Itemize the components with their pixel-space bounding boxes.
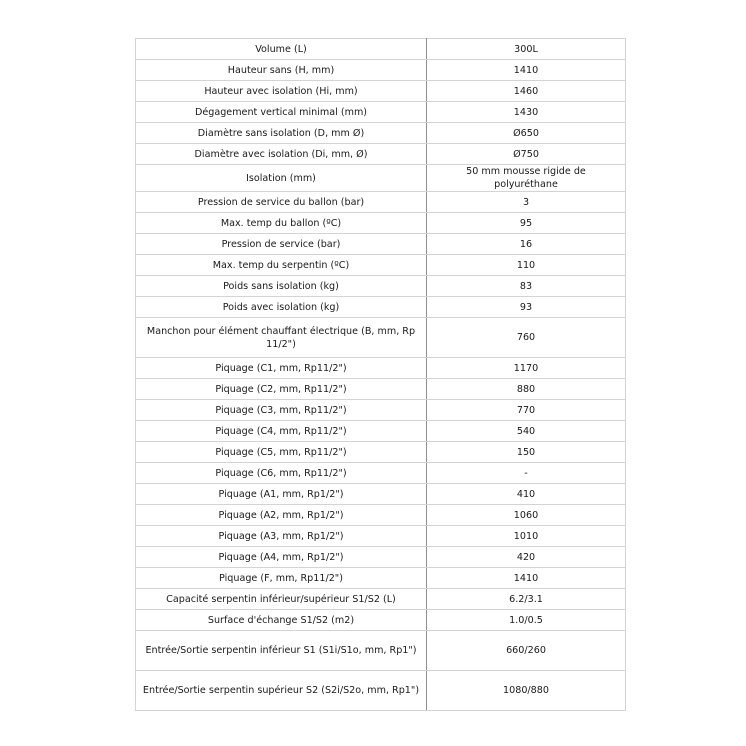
table-row bbox=[136, 484, 626, 505]
spec-value: Ø750 bbox=[427, 144, 626, 165]
table-row bbox=[136, 39, 626, 60]
spec-value: 93 bbox=[427, 297, 626, 318]
spec-value: 1060 bbox=[427, 505, 626, 526]
spec-label: Diamètre avec isolation (Di, mm, Ø) bbox=[136, 144, 427, 165]
spec-value: 300L bbox=[427, 39, 626, 60]
spec-value: 770 bbox=[427, 400, 626, 421]
spec-label: Piquage (C4, mm, Rp11/2") bbox=[136, 421, 427, 442]
spec-label: Capacité serpentin inférieur/supérieur S1/S2 (L) bbox=[136, 589, 427, 610]
table-row bbox=[136, 400, 626, 421]
table-row bbox=[136, 213, 626, 234]
spec-label: Dégagement vertical minimal (mm) bbox=[136, 102, 427, 123]
table-row bbox=[136, 526, 626, 547]
spec-value: 540 bbox=[427, 421, 626, 442]
spec-value: 3 bbox=[427, 192, 626, 213]
spec-table bbox=[135, 38, 626, 711]
spec-table-body bbox=[136, 39, 626, 711]
spec-value: 1410 bbox=[427, 60, 626, 81]
spec-value: 760 bbox=[427, 318, 626, 358]
table-row bbox=[136, 358, 626, 379]
spec-value: 83 bbox=[427, 276, 626, 297]
spec-value: 1460 bbox=[427, 81, 626, 102]
spec-value: 50 mm mousse rigide de polyuréthane bbox=[427, 165, 626, 192]
table-row bbox=[136, 568, 626, 589]
spec-label: Piquage (A1, mm, Rp1/2") bbox=[136, 484, 427, 505]
spec-value: 150 bbox=[427, 442, 626, 463]
table-row bbox=[136, 165, 626, 192]
spec-value: 1430 bbox=[427, 102, 626, 123]
table-row bbox=[136, 463, 626, 484]
table-row bbox=[136, 318, 626, 358]
spec-value: - bbox=[427, 463, 626, 484]
spec-value: 1.0/0.5 bbox=[427, 610, 626, 631]
spec-label: Piquage (C3, mm, Rp11/2") bbox=[136, 400, 427, 421]
spec-label: Manchon pour élément chauffant électrique (B, mm, Rp 11/2") bbox=[136, 318, 427, 358]
table-row bbox=[136, 379, 626, 400]
table-row bbox=[136, 631, 626, 671]
spec-label: Entrée/Sortie serpentin inférieur S1 (S1i/S1o, mm, Rp1") bbox=[136, 631, 427, 671]
spec-label: Hauteur sans (H, mm) bbox=[136, 60, 427, 81]
spec-label: Poids avec isolation (kg) bbox=[136, 297, 427, 318]
spec-label: Piquage (C1, mm, Rp11/2") bbox=[136, 358, 427, 379]
spec-label: Max. temp du ballon (ºC) bbox=[136, 213, 427, 234]
spec-label: Pression de service du ballon (bar) bbox=[136, 192, 427, 213]
table-row bbox=[136, 123, 626, 144]
table-row bbox=[136, 297, 626, 318]
spec-label: Piquage (A3, mm, Rp1/2") bbox=[136, 526, 427, 547]
table-row bbox=[136, 589, 626, 610]
spec-value: 420 bbox=[427, 547, 626, 568]
table-row bbox=[136, 671, 626, 711]
table-row bbox=[136, 255, 626, 276]
spec-value: 16 bbox=[427, 234, 626, 255]
spec-label: Piquage (F, mm, Rp11/2") bbox=[136, 568, 427, 589]
table-row bbox=[136, 442, 626, 463]
spec-value: 1010 bbox=[427, 526, 626, 547]
spec-label: Piquage (A4, mm, Rp1/2") bbox=[136, 547, 427, 568]
spec-label: Diamètre sans isolation (D, mm Ø) bbox=[136, 123, 427, 144]
spec-value: 410 bbox=[427, 484, 626, 505]
spec-value: 1080/880 bbox=[427, 671, 626, 711]
table-row bbox=[136, 610, 626, 631]
spec-label: Surface d'échange S1/S2 (m2) bbox=[136, 610, 427, 631]
spec-label: Piquage (C2, mm, Rp11/2") bbox=[136, 379, 427, 400]
table-row bbox=[136, 276, 626, 297]
table-row bbox=[136, 547, 626, 568]
spec-label: Isolation (mm) bbox=[136, 165, 427, 192]
spec-value: 6.2/3.1 bbox=[427, 589, 626, 610]
table-row bbox=[136, 102, 626, 123]
spec-label: Volume (L) bbox=[136, 39, 427, 60]
table-row bbox=[136, 505, 626, 526]
table-row bbox=[136, 144, 626, 165]
table-row bbox=[136, 234, 626, 255]
table-row bbox=[136, 421, 626, 442]
spec-label: Hauteur avec isolation (Hi, mm) bbox=[136, 81, 427, 102]
spec-value: 660/260 bbox=[427, 631, 626, 671]
spec-label: Piquage (A2, mm, Rp1/2") bbox=[136, 505, 427, 526]
spec-label: Piquage (C6, mm, Rp11/2") bbox=[136, 463, 427, 484]
spec-label: Poids sans isolation (kg) bbox=[136, 276, 427, 297]
spec-value: 1170 bbox=[427, 358, 626, 379]
table-row bbox=[136, 192, 626, 213]
spec-value: 880 bbox=[427, 379, 626, 400]
spec-label: Piquage (C5, mm, Rp11/2") bbox=[136, 442, 427, 463]
table-row bbox=[136, 60, 626, 81]
spec-label: Pression de service (bar) bbox=[136, 234, 427, 255]
table-row bbox=[136, 81, 626, 102]
spec-label: Entrée/Sortie serpentin supérieur S2 (S2i/S2o, mm, Rp1") bbox=[136, 671, 427, 711]
spec-value: 110 bbox=[427, 255, 626, 276]
spec-value: Ø650 bbox=[427, 123, 626, 144]
spec-value: 95 bbox=[427, 213, 626, 234]
spec-value: 1410 bbox=[427, 568, 626, 589]
spec-label: Max. temp du serpentin (ºC) bbox=[136, 255, 427, 276]
